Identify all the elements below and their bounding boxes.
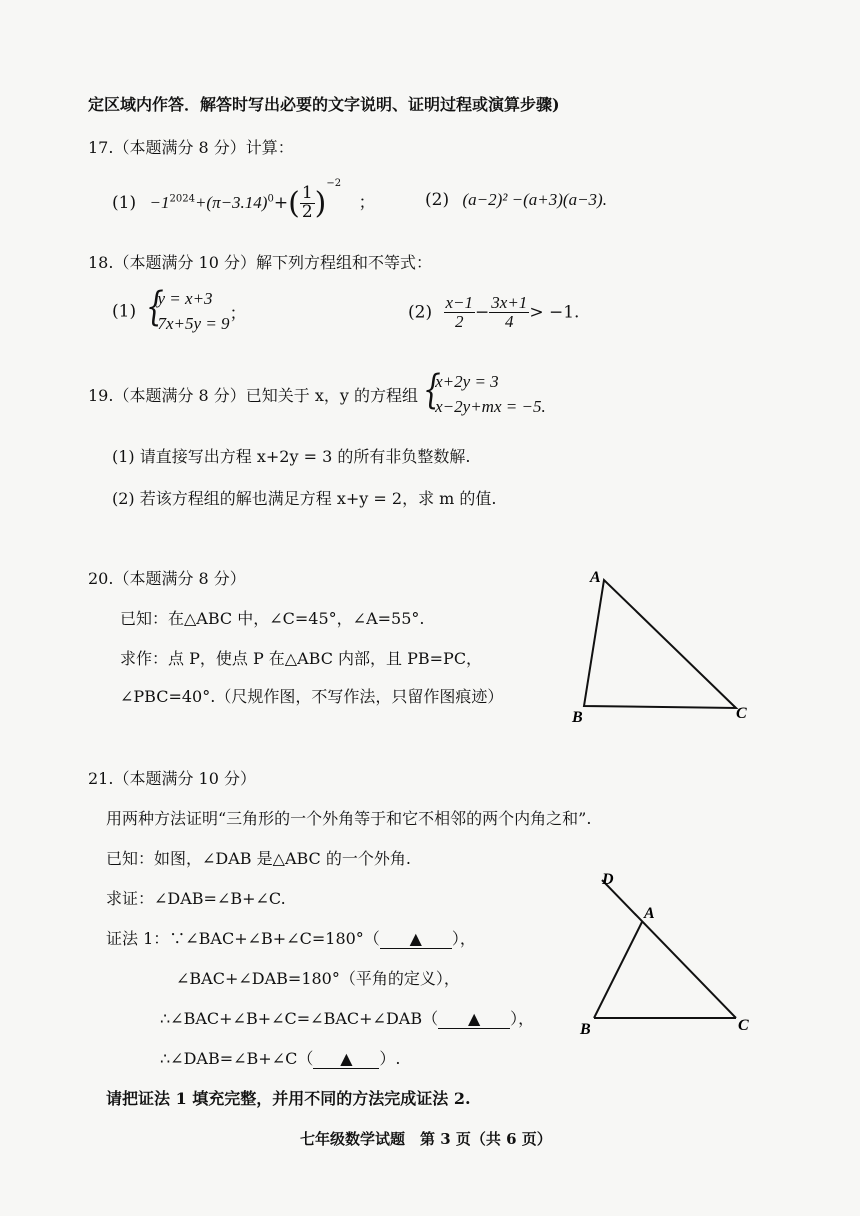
- q19-title-row: [88, 367, 546, 419]
- header-line: 定区域内作答．解答时写出必要的文字说明、证明过程或演算步骤): [88, 95, 560, 114]
- q20-line1: 已知：在△ABC 中，∠C=45°，∠A=55°.: [120, 609, 425, 628]
- q21-proof-step4: ∴∠DAB=∠B+∠C（ ▲ ）.: [160, 1049, 401, 1068]
- q17-p1-exp: 2024: [169, 193, 195, 205]
- q21-proof-step3: ∴∠BAC+∠B+∠C=∠BAC+∠DAB（ ▲ ），: [160, 1009, 535, 1028]
- q21-line3: 求证：∠DAB=∠B+∠C.: [106, 889, 286, 908]
- q20-title: 20.（本题满分 8 分）: [88, 569, 246, 588]
- q21-line2: 已知：如图，∠DAB 是△ABC 的一个外角.: [106, 849, 411, 868]
- q18-p2-frac2: $\frac{3x+1}{4}$: [491, 293, 528, 331]
- page-footer: 七年级数学试题 第 3 页（共 6 页）: [300, 1130, 552, 1148]
- q20-line3: ∠PBC=40°.（尺规作图，不写作法，只留作图痕迹）: [120, 687, 504, 706]
- q18-p1-label: (1): [112, 301, 137, 322]
- q21-label-a: A: [644, 905, 655, 922]
- q18-part1: (1) { y = x+3 7x+5y = 9 ；: [112, 287, 247, 336]
- q17-p2-expr: (a−2)² −(a+3)(a−3).: [462, 190, 607, 209]
- q21-proof-step1: 证法 1：∵∠BAC+∠B+∠C=180°（ ▲ ），: [106, 929, 476, 948]
- q18-p2-label: (2): [408, 302, 433, 323]
- q21-instruction: 请把证法 1 填充完整，并用不同的方法完成证法 2.: [106, 1089, 471, 1108]
- q17-p1-exp0: 0: [267, 193, 274, 205]
- q21-label-d: D: [602, 871, 614, 888]
- q20-label-c: C: [736, 705, 747, 722]
- q17-p1-fraction: $\frac{1}{2}$: [301, 183, 313, 222]
- q20-label-b: B: [572, 709, 583, 726]
- q18-p2-frac1: $\frac{x-1}{2}$: [445, 293, 474, 331]
- q21-exterior-angle-figure: [570, 862, 770, 1042]
- line-da-c: [602, 880, 736, 1018]
- q21-proof-step2: ∠BAC+∠DAB=180°（平角的定义），: [176, 969, 460, 988]
- q21-blank-1[interactable]: ▲: [380, 930, 452, 949]
- q18-p1-system: { y = x+3 7x+5y = 9: [145, 284, 230, 333]
- triangle-abc: [584, 580, 736, 708]
- q21-line1: 用两种方法证明“三角形的一个外角等于和它不相邻的两个内角之和”.: [106, 809, 592, 828]
- q21-label-c: C: [738, 1017, 749, 1034]
- q20-line2: 求作：点 P，使点 P 在△ABC 内部，且 PB=PC，: [120, 649, 483, 668]
- q17-p1-label: (1): [112, 193, 137, 213]
- q17-part2: [425, 190, 607, 210]
- q19-system: { x+2y = 3 x−2y+mx = −5.: [423, 367, 546, 416]
- q21-label-b: B: [580, 1021, 591, 1038]
- q20-label-a: A: [590, 569, 601, 586]
- q18-part2: (2) $\frac{x-1}{2}$ − $\frac{3x+1}{4}$ > −1.: [408, 293, 580, 331]
- q17-part1: $(1) -1^{2024}+(\pi-3.14)^0+$( $\frac{1}{2}$ )$^{-2}$ ；: [112, 178, 376, 222]
- q19-title: 19.（本题满分 8 分）已知关于 x，y 的方程组: [88, 386, 419, 406]
- q17-title: 17.（本题满分 8 分）计算：: [88, 138, 294, 157]
- q17-p1-c: +: [273, 193, 289, 213]
- q17-p1-a: −1: [149, 193, 170, 212]
- q19-part2: (2) 若该方程组的解也满足方程 x+y = 2，求 m 的值.: [112, 489, 497, 508]
- q20-triangle-figure: [560, 560, 760, 730]
- segment-ba: [594, 922, 642, 1018]
- q21-blank-3[interactable]: ▲: [313, 1050, 379, 1069]
- q19-part1: (1) 请直接写出方程 x+2y = 3 的所有非负整数解.: [112, 447, 471, 466]
- q17-p1-b: +(π−3.14): [194, 193, 268, 212]
- q17-p2-label: (2): [425, 190, 450, 210]
- q21-blank-2[interactable]: ▲: [438, 1010, 510, 1029]
- q17-p1-exp2: −2: [326, 178, 342, 189]
- q21-title: 21.（本题满分 10 分）: [88, 769, 256, 788]
- q18-title: 18.（本题满分 10 分）解下列方程组和不等式：: [88, 253, 432, 272]
